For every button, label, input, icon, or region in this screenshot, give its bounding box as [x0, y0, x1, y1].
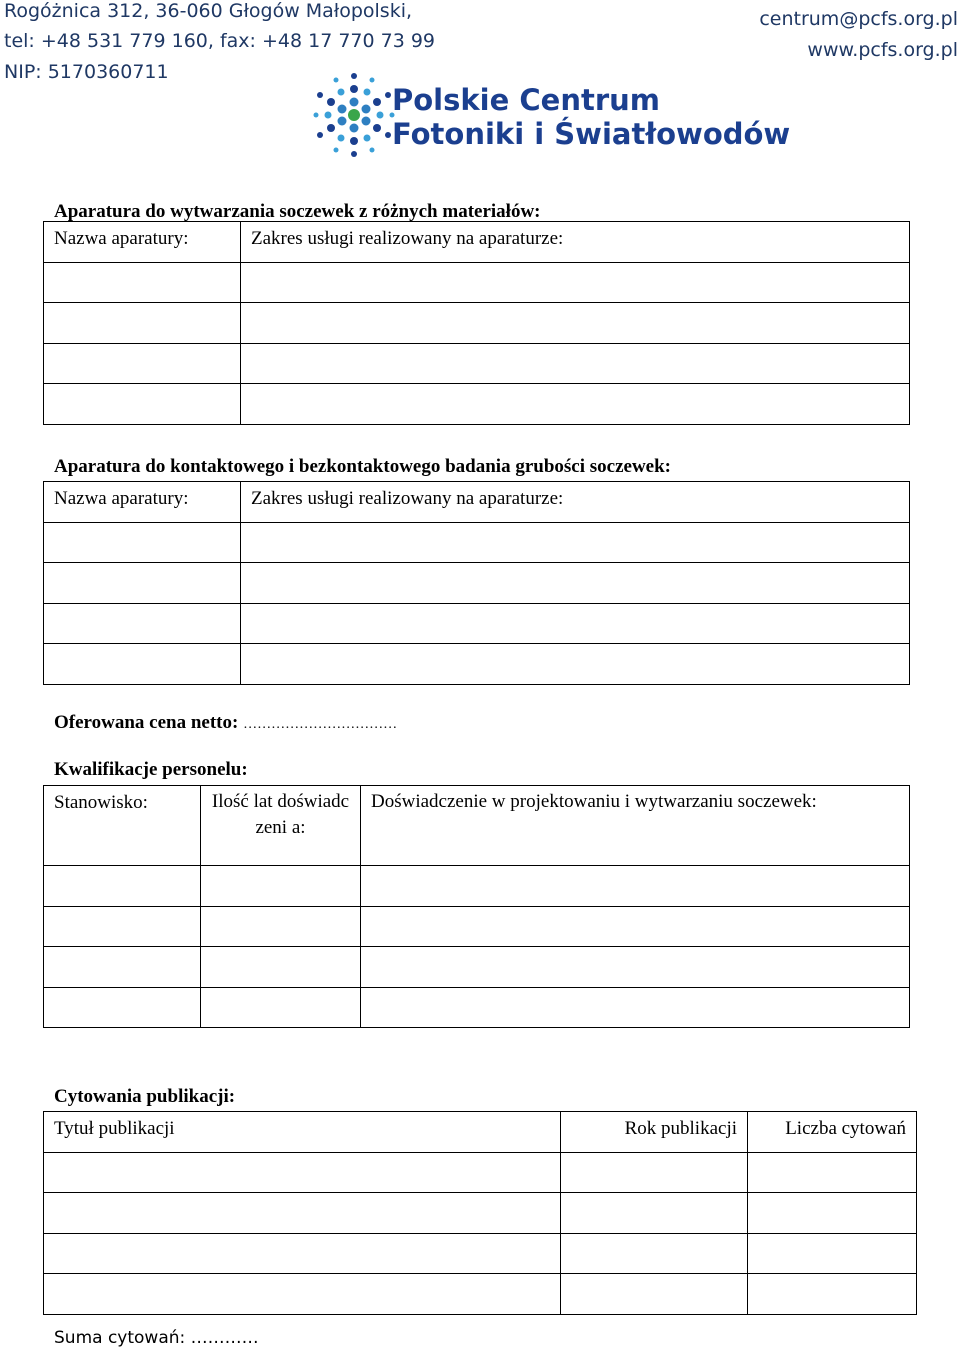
- table-row: [44, 906, 910, 947]
- table-header-row: [44, 786, 910, 866]
- publication-title-cell[interactable]: [44, 1274, 561, 1315]
- table-header-row: [44, 1112, 917, 1153]
- years-cell[interactable]: [201, 866, 361, 907]
- staff-table: [43, 785, 910, 1028]
- column-header-lens-experience: Doświadczenie w projektowaniu i wytwarzaniu soczewek:: [361, 786, 910, 866]
- position-cell[interactable]: [44, 866, 201, 907]
- equipment-name-cell[interactable]: [44, 522, 241, 563]
- equipment-name-cell[interactable]: [44, 384, 241, 425]
- table-row: [44, 987, 910, 1028]
- price-label: Oferowana cena netto:: [54, 712, 239, 733]
- nip-number: NIP: 5170360711: [4, 61, 169, 83]
- years-cell[interactable]: [201, 906, 361, 947]
- service-scope-cell[interactable]: [241, 384, 910, 425]
- citation-count-cell[interactable]: [748, 1193, 917, 1234]
- column-header-equipment-name: Nazwa aparatury:: [44, 482, 241, 523]
- service-scope-cell[interactable]: [241, 343, 910, 384]
- email-link[interactable]: centrum@pcfs.org.pl: [759, 8, 958, 30]
- table-row: [44, 866, 910, 907]
- table-row: [44, 1274, 917, 1315]
- company-logo: [312, 70, 791, 160]
- publication-year-cell[interactable]: [561, 1274, 748, 1315]
- column-header-position: Stanowisko:: [44, 786, 201, 866]
- column-header-publication-year: Rok publikacji: [561, 1112, 748, 1153]
- position-cell[interactable]: [44, 906, 201, 947]
- table-row: [44, 1193, 917, 1234]
- citations-table: [43, 1111, 917, 1315]
- equipment-name-cell[interactable]: [44, 563, 241, 604]
- experience-cell[interactable]: [361, 866, 910, 907]
- years-cell[interactable]: [201, 947, 361, 988]
- table-header-row: [44, 222, 910, 263]
- sum-value-field[interactable]: …………: [190, 1328, 259, 1348]
- section1-title: Aparatura do wytwarzania soczewek z różnych materiałów:: [54, 201, 541, 222]
- service-scope-cell[interactable]: [241, 262, 910, 303]
- equipment-table-1: [43, 221, 910, 425]
- logo-dots-icon: [312, 70, 396, 160]
- citation-count-cell[interactable]: [748, 1274, 917, 1315]
- table-row: [44, 603, 910, 644]
- column-header-citation-count: Liczba cytowań: [748, 1112, 917, 1153]
- equipment-name-cell[interactable]: [44, 644, 241, 685]
- years-cell[interactable]: [201, 987, 361, 1028]
- sum-label: Suma cytowań:: [54, 1328, 186, 1348]
- service-scope-cell[interactable]: [241, 522, 910, 563]
- address-line-2: tel: +48 531 779 160, fax: +48 17 770 73 99: [4, 30, 436, 52]
- table-row: [44, 303, 910, 344]
- table-row: [44, 644, 910, 685]
- experience-cell[interactable]: [361, 987, 910, 1028]
- table-row: [44, 384, 910, 425]
- citation-count-cell[interactable]: [748, 1152, 917, 1193]
- column-header-service-scope: Zakres usługi realizowany na aparaturze:: [241, 222, 910, 263]
- equipment-name-cell[interactable]: [44, 343, 241, 384]
- service-scope-cell[interactable]: [241, 303, 910, 344]
- column-header-years-experience: Ilość lat doświadczeni a:: [201, 786, 361, 866]
- section2-title: Aparatura do kontaktowego i bezkontaktowego badania grubości soczewek:: [54, 456, 671, 477]
- table-row: [44, 563, 910, 604]
- publication-title-cell[interactable]: [44, 1193, 561, 1234]
- equipment-name-cell[interactable]: [44, 303, 241, 344]
- citation-count-cell[interactable]: [748, 1233, 917, 1274]
- citations-title: Cytowania publikacji:: [54, 1086, 236, 1107]
- service-scope-cell[interactable]: [241, 603, 910, 644]
- column-header-equipment-name: Nazwa aparatury:: [44, 222, 241, 263]
- table-row: [44, 262, 910, 303]
- price-line: [54, 713, 397, 732]
- publication-year-cell[interactable]: [561, 1193, 748, 1234]
- experience-cell[interactable]: [361, 947, 910, 988]
- table-row: [44, 522, 910, 563]
- table-row: [44, 1233, 917, 1274]
- address-line-1: Rogóżnica 312, 36-060 Głogów Małopolski,: [4, 0, 413, 22]
- equipment-table-2: [43, 481, 910, 685]
- table-row: [44, 1152, 917, 1193]
- equipment-name-cell[interactable]: [44, 603, 241, 644]
- table-header-row: [44, 482, 910, 523]
- price-value-field[interactable]: ……………………………: [243, 717, 398, 732]
- publication-year-cell[interactable]: [561, 1233, 748, 1274]
- publication-year-cell[interactable]: [561, 1152, 748, 1193]
- column-header-publication-title: Tytuł publikacji: [44, 1112, 561, 1153]
- logo-text-line-1: Polskie Centrum: [392, 83, 660, 117]
- staff-title: Kwalifikacje personelu:: [54, 759, 248, 780]
- service-scope-cell[interactable]: [241, 644, 910, 685]
- equipment-name-cell[interactable]: [44, 262, 241, 303]
- sum-line: [54, 1330, 259, 1347]
- position-cell[interactable]: [44, 947, 201, 988]
- publication-title-cell[interactable]: [44, 1152, 561, 1193]
- position-cell[interactable]: [44, 987, 201, 1028]
- table-row: [44, 947, 910, 988]
- table-row: [44, 343, 910, 384]
- column-header-service-scope: Zakres usługi realizowany na aparaturze:: [241, 482, 910, 523]
- logo-text-line-2: Fotoniki i Światłowodów: [392, 117, 791, 151]
- experience-cell[interactable]: [361, 906, 910, 947]
- publication-title-cell[interactable]: [44, 1233, 561, 1274]
- website-link[interactable]: www.pcfs.org.pl: [807, 39, 958, 61]
- service-scope-cell[interactable]: [241, 563, 910, 604]
